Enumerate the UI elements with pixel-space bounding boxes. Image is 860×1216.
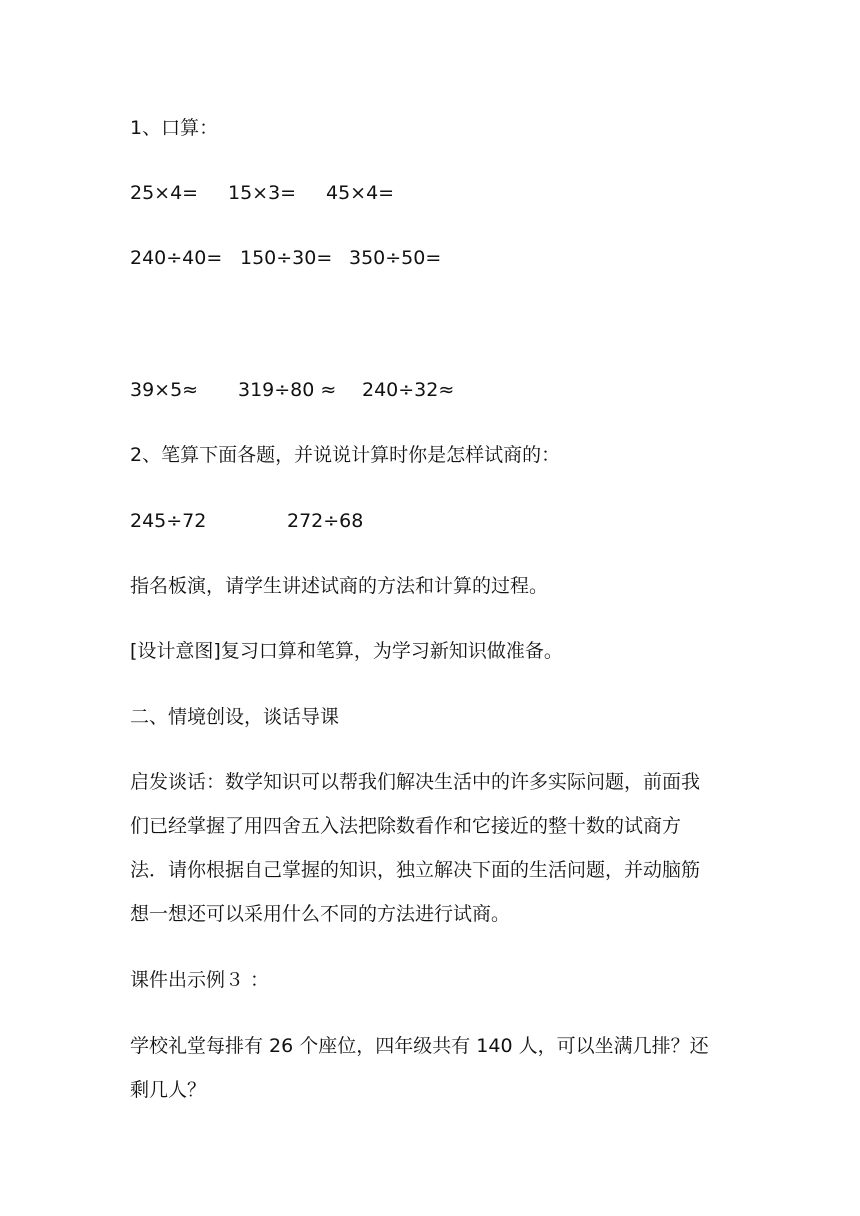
expr: 350÷50=: [349, 247, 442, 269]
expr: 272÷68: [287, 510, 364, 532]
expr: 39×5≈: [130, 379, 199, 401]
expr: 240÷32≈: [362, 379, 455, 401]
problem-line: 剩几人？: [130, 1079, 207, 1101]
expr: 15×3=: [228, 182, 297, 204]
section-2-heading: 二、情境创设，谈话导课: [130, 706, 340, 728]
expr: 25×4=: [130, 182, 199, 204]
intro-line: 们已经掌握了用四舍五入法把除数看作和它接近的整十数的试商方: [130, 815, 682, 837]
q1-title: 1、口算：: [130, 117, 219, 139]
board-paragraph: 指名板演，请学生讲述试商的方法和计算的过程。: [130, 575, 549, 597]
problem-line: 学校礼堂每排有 26 个座位，四年级共有 140 人，可以坐满几排？还: [130, 1035, 709, 1057]
expr: 319÷80 ≈: [238, 379, 337, 401]
expr: 240÷40=: [130, 247, 223, 269]
intro-line: 启发谈话：数学知识可以帮我们解决生活中的许多实际问题，前面我: [130, 771, 701, 793]
expr: 150÷30=: [240, 247, 333, 269]
expr: 245÷72: [130, 510, 207, 532]
intro-line: 想一想还可以采用什么不同的方法进行试商。: [130, 903, 511, 925]
intro-line: 法．请你根据自己掌握的知识，独立解决下面的生活问题，并动脑筋: [130, 859, 701, 881]
q2-title: 2、笔算下面各题，并说说计算时你是怎样试商的：: [130, 444, 561, 466]
design-intent-paragraph: [设计意图]复习口算和笔算，为学习新知识做准备。: [130, 640, 563, 662]
expr: 45×4=: [326, 182, 395, 204]
example-label: 课件出示例３ ：: [130, 969, 270, 991]
